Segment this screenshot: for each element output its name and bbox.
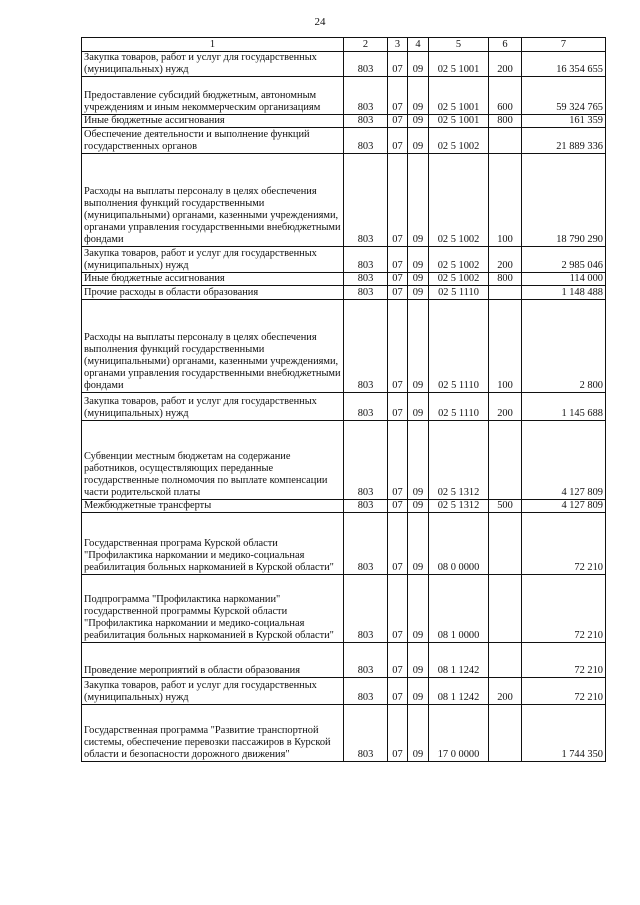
section-code-cell: 07 <box>388 128 408 154</box>
amount-cell: 1 744 350 <box>522 705 606 762</box>
expense-name-cell: Подпрограмма "Профилактика наркомании" государственной программы Курской области "Профилактика наркомании и медико-социальная реабилитация больных наркоманией в Курской области" <box>82 575 344 643</box>
section-code-cell: 07 <box>388 393 408 421</box>
target-article-cell: 08 0 0000 <box>429 513 489 575</box>
target-article-cell: 02 5 1110 <box>429 286 489 300</box>
section-code-cell: 07 <box>388 115 408 128</box>
grbs-code-cell: 803 <box>344 678 388 705</box>
target-article-cell: 08 1 1242 <box>429 643 489 678</box>
amount-cell: 1 145 688 <box>522 393 606 421</box>
amount-cell: 4 127 809 <box>522 421 606 500</box>
expense-type-cell: 100 <box>489 154 522 247</box>
expense-type-cell <box>489 643 522 678</box>
expense-name-cell: Предоставление субсидий бюджетным, автономным учреждениям и иным некоммерческим организациям <box>82 77 344 115</box>
grbs-code-cell: 803 <box>344 421 388 500</box>
page-number: 24 <box>314 16 326 28</box>
expense-type-cell: 800 <box>489 273 522 286</box>
column-header: 1 <box>82 38 344 52</box>
expense-name-cell: Прочие расходы в области образования <box>82 286 344 300</box>
expense-type-cell <box>489 128 522 154</box>
expense-name-cell: Закупка товаров, работ и услуг для государственных (муниципальных) нужд <box>82 52 344 77</box>
subsection-code-cell: 09 <box>408 247 429 273</box>
expense-name-cell: Субвенции местным бюджетам на содержание работников, осуществляющих переданные государственные полномочия по выплате компенсации части родительской платы <box>82 421 344 500</box>
expense-name-cell: Расходы на выплаты персоналу в целях обеспечения выполнения функций государственными (муниципальными) органами, казенными учреждениями, органами управления государственными внебюджетными фондами <box>82 154 344 247</box>
expense-name-cell: Закупка товаров, работ и услуг для государственных (муниципальных) нужд <box>82 678 344 705</box>
grbs-code-cell: 803 <box>344 513 388 575</box>
expense-type-cell <box>489 513 522 575</box>
amount-cell: 4 127 809 <box>522 500 606 513</box>
table-row <box>82 128 606 154</box>
table-body <box>82 52 606 762</box>
amount-cell: 72 210 <box>522 643 606 678</box>
subsection-code-cell: 09 <box>408 421 429 500</box>
section-code-cell: 07 <box>388 678 408 705</box>
subsection-code-cell: 09 <box>408 52 429 77</box>
section-code-cell: 07 <box>388 273 408 286</box>
column-header: 5 <box>429 38 489 52</box>
subsection-code-cell: 09 <box>408 300 429 393</box>
target-article-cell: 08 1 1242 <box>429 678 489 705</box>
amount-cell: 72 210 <box>522 575 606 643</box>
section-code-cell: 07 <box>388 500 408 513</box>
subsection-code-cell: 09 <box>408 500 429 513</box>
amount-cell: 2 800 <box>522 300 606 393</box>
table-row <box>82 643 606 678</box>
grbs-code-cell: 803 <box>344 393 388 421</box>
target-article-cell: 02 5 1312 <box>429 500 489 513</box>
target-article-cell: 02 5 1002 <box>429 273 489 286</box>
grbs-code-cell: 803 <box>344 286 388 300</box>
table-row <box>82 273 606 286</box>
table-row <box>82 154 606 247</box>
expense-type-cell: 600 <box>489 77 522 115</box>
target-article-cell: 02 5 1312 <box>429 421 489 500</box>
expense-name-cell: Иные бюджетные ассигнования <box>82 273 344 286</box>
table-row <box>82 77 606 115</box>
grbs-code-cell: 803 <box>344 128 388 154</box>
subsection-code-cell: 09 <box>408 643 429 678</box>
expense-type-cell: 200 <box>489 678 522 705</box>
expense-type-cell <box>489 421 522 500</box>
expense-type-cell: 200 <box>489 393 522 421</box>
expense-type-cell <box>489 705 522 762</box>
column-number-row <box>82 38 606 52</box>
amount-cell: 18 790 290 <box>522 154 606 247</box>
expense-name-cell: Межбюджетные трансферты <box>82 500 344 513</box>
grbs-code-cell: 803 <box>344 643 388 678</box>
subsection-code-cell: 09 <box>408 77 429 115</box>
subsection-code-cell: 09 <box>408 128 429 154</box>
expense-type-cell: 500 <box>489 500 522 513</box>
expense-name-cell: Государственная программа "Развитие транспортной системы, обеспечение перевозки пассажиров в Курской области и безопасности дорожного движения" <box>82 705 344 762</box>
section-code-cell: 07 <box>388 705 408 762</box>
table-row <box>82 286 606 300</box>
amount-cell: 2 985 046 <box>522 247 606 273</box>
expense-type-cell <box>489 286 522 300</box>
subsection-code-cell: 09 <box>408 513 429 575</box>
table-row <box>82 421 606 500</box>
table-row <box>82 300 606 393</box>
table-row <box>82 705 606 762</box>
grbs-code-cell: 803 <box>344 115 388 128</box>
section-code-cell: 07 <box>388 52 408 77</box>
section-code-cell: 07 <box>388 643 408 678</box>
subsection-code-cell: 09 <box>408 154 429 247</box>
subsection-code-cell: 09 <box>408 678 429 705</box>
table-row <box>82 115 606 128</box>
expense-type-cell: 800 <box>489 115 522 128</box>
target-article-cell: 02 5 1110 <box>429 300 489 393</box>
target-article-cell: 02 5 1001 <box>429 115 489 128</box>
expense-type-cell: 200 <box>489 52 522 77</box>
subsection-code-cell: 09 <box>408 286 429 300</box>
target-article-cell: 17 0 0000 <box>429 705 489 762</box>
section-code-cell: 07 <box>388 77 408 115</box>
amount-cell: 59 324 765 <box>522 77 606 115</box>
expense-name-cell: Государственная програма Курской области "Профилактика наркомании и медико-социальная реабилитация больных наркоманией в Курской области" <box>82 513 344 575</box>
target-article-cell: 02 5 1001 <box>429 52 489 77</box>
subsection-code-cell: 09 <box>408 575 429 643</box>
table-row <box>82 678 606 705</box>
grbs-code-cell: 803 <box>344 273 388 286</box>
section-code-cell: 07 <box>388 286 408 300</box>
expense-name-cell: Закупка товаров, работ и услуг для государственных (муниципальных) нужд <box>82 247 344 273</box>
subsection-code-cell: 09 <box>408 115 429 128</box>
budget-table <box>81 37 606 762</box>
grbs-code-cell: 803 <box>344 52 388 77</box>
target-article-cell: 02 5 1002 <box>429 154 489 247</box>
amount-cell: 72 210 <box>522 513 606 575</box>
amount-cell: 16 354 655 <box>522 52 606 77</box>
amount-cell: 161 359 <box>522 115 606 128</box>
amount-cell: 114 000 <box>522 273 606 286</box>
subsection-code-cell: 09 <box>408 273 429 286</box>
section-code-cell: 07 <box>388 300 408 393</box>
expense-name-cell: Обеспечение деятельности и выполнение функций государственных органов <box>82 128 344 154</box>
expense-type-cell <box>489 575 522 643</box>
section-code-cell: 07 <box>388 154 408 247</box>
expense-name-cell: Закупка товаров, работ и услуг для государственных (муниципальных) нужд <box>82 393 344 421</box>
expense-name-cell: Иные бюджетные ассигнования <box>82 115 344 128</box>
table-row <box>82 500 606 513</box>
target-article-cell: 02 5 1002 <box>429 247 489 273</box>
table-row <box>82 52 606 77</box>
target-article-cell: 02 5 1110 <box>429 393 489 421</box>
subsection-code-cell: 09 <box>408 393 429 421</box>
expense-type-cell: 200 <box>489 247 522 273</box>
expense-name-cell: Расходы на выплаты персоналу в целях обеспечения выполнения функций государственными (муниципальными) органами, казенными учреждениями, органами управления государственными внебюджетными фондами <box>82 300 344 393</box>
amount-cell: 1 148 488 <box>522 286 606 300</box>
expense-name-cell: Проведение мероприятий в области образования <box>82 643 344 678</box>
section-code-cell: 07 <box>388 513 408 575</box>
section-code-cell: 07 <box>388 247 408 273</box>
grbs-code-cell: 803 <box>344 247 388 273</box>
column-header: 3 <box>388 38 408 52</box>
grbs-code-cell: 803 <box>344 77 388 115</box>
target-article-cell: 02 5 1002 <box>429 128 489 154</box>
column-header: 2 <box>344 38 388 52</box>
grbs-code-cell: 803 <box>344 300 388 393</box>
grbs-code-cell: 803 <box>344 705 388 762</box>
grbs-code-cell: 803 <box>344 575 388 643</box>
expense-type-cell: 100 <box>489 300 522 393</box>
grbs-code-cell: 803 <box>344 500 388 513</box>
target-article-cell: 02 5 1001 <box>429 77 489 115</box>
table-row <box>82 247 606 273</box>
subsection-code-cell: 09 <box>408 705 429 762</box>
table-row <box>82 575 606 643</box>
column-header: 6 <box>489 38 522 52</box>
section-code-cell: 07 <box>388 421 408 500</box>
amount-cell: 21 889 336 <box>522 128 606 154</box>
table-row <box>82 393 606 421</box>
column-header: 7 <box>522 38 606 52</box>
section-code-cell: 07 <box>388 575 408 643</box>
table-row <box>82 513 606 575</box>
column-header: 4 <box>408 38 429 52</box>
grbs-code-cell: 803 <box>344 154 388 247</box>
target-article-cell: 08 1 0000 <box>429 575 489 643</box>
amount-cell: 72 210 <box>522 678 606 705</box>
